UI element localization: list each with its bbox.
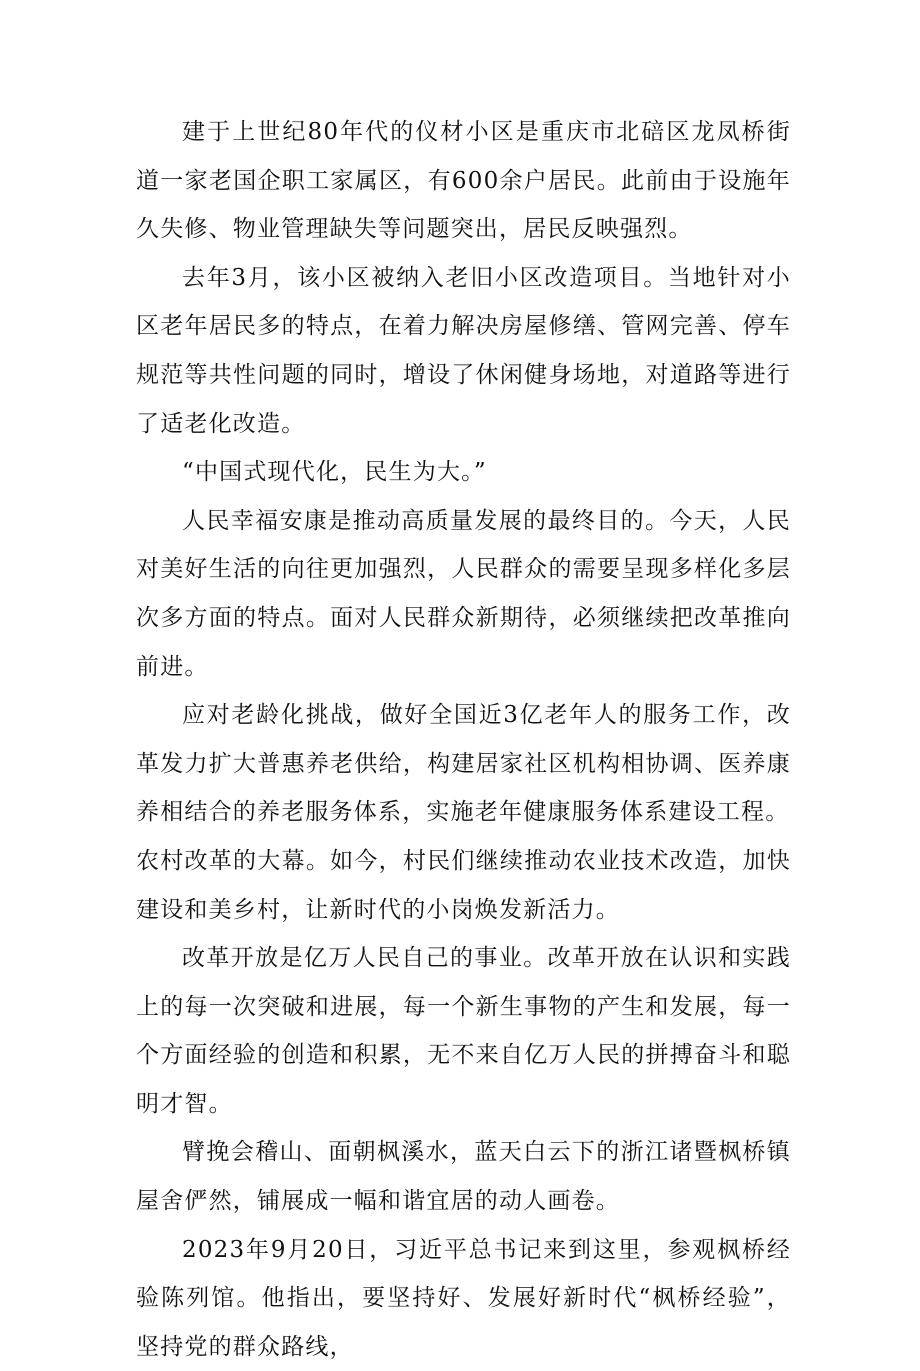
paragraph-3-quote: “中国式现代化，民生为大。” bbox=[182, 459, 487, 486]
paragraph-7: 改革开放是亿万人民自己的事业。改革开放在认识和实践上的每一次突破和进展，每一个新生事物的产生和发展，每一个方面经验的创造和积累，无不来自亿万人民的拼搏奋斗和聪明才智。 bbox=[136, 945, 791, 1117]
paragraph-1: 建于上世纪80年代的仪材小区是重庆市北碚区龙凤桥街道一家老国企职工家属区，有600余户居民。此前由于设施年久失修、物业管理缺失等问题突出，居民反映强烈。 bbox=[136, 119, 791, 243]
paragraph-5: 应对老龄化挑战，做好全国近3亿老年人的服务工作，改革发力扩大普惠养老供给，构建居家社区机构相协调、医养康养相结合的养老服务体系，实施老年健康服务体系建设工程。 bbox=[136, 702, 791, 826]
paragraph-2: 去年3月，该小区被纳入老旧小区改造项目。当地针对小区老年居民多的特点，在着力解决房屋修缮、管网完善、停车规范等共性问题的同时，增设了休闲健身场地，对道路等进行了适老化改造。 bbox=[136, 264, 791, 437]
paragraph-9: 2023年9月20日，习近平总书记来到这里，参观枫桥经验陈列馆。他指出，要坚持好、发展好新时代“枫桥经验”，坚持党的群众路线， bbox=[136, 1236, 791, 1360]
paragraph-8: 臂挽会稽山、面朝枫溪水，蓝天白云下的浙江诸暨枫桥镇屋舍俨然，铺展成一幅和谐宜居的动人画卷。 bbox=[136, 1139, 791, 1215]
article-body bbox=[136, 108, 791, 1371]
paragraph-6: 农村改革的大幕。如今，村民们继续推动农业技术改造，加快建设和美乡村，让新时代的小岗焕发新活力。 bbox=[136, 847, 791, 923]
paragraph-4: 人民幸福安康是推动高质量发展的最终目的。今天，人民对美好生活的向往更加强烈，人民群众的需要呈现多样化多层次多方面的特点。面对人民群众新期待，必须继续把改革推向前进。 bbox=[136, 507, 791, 680]
